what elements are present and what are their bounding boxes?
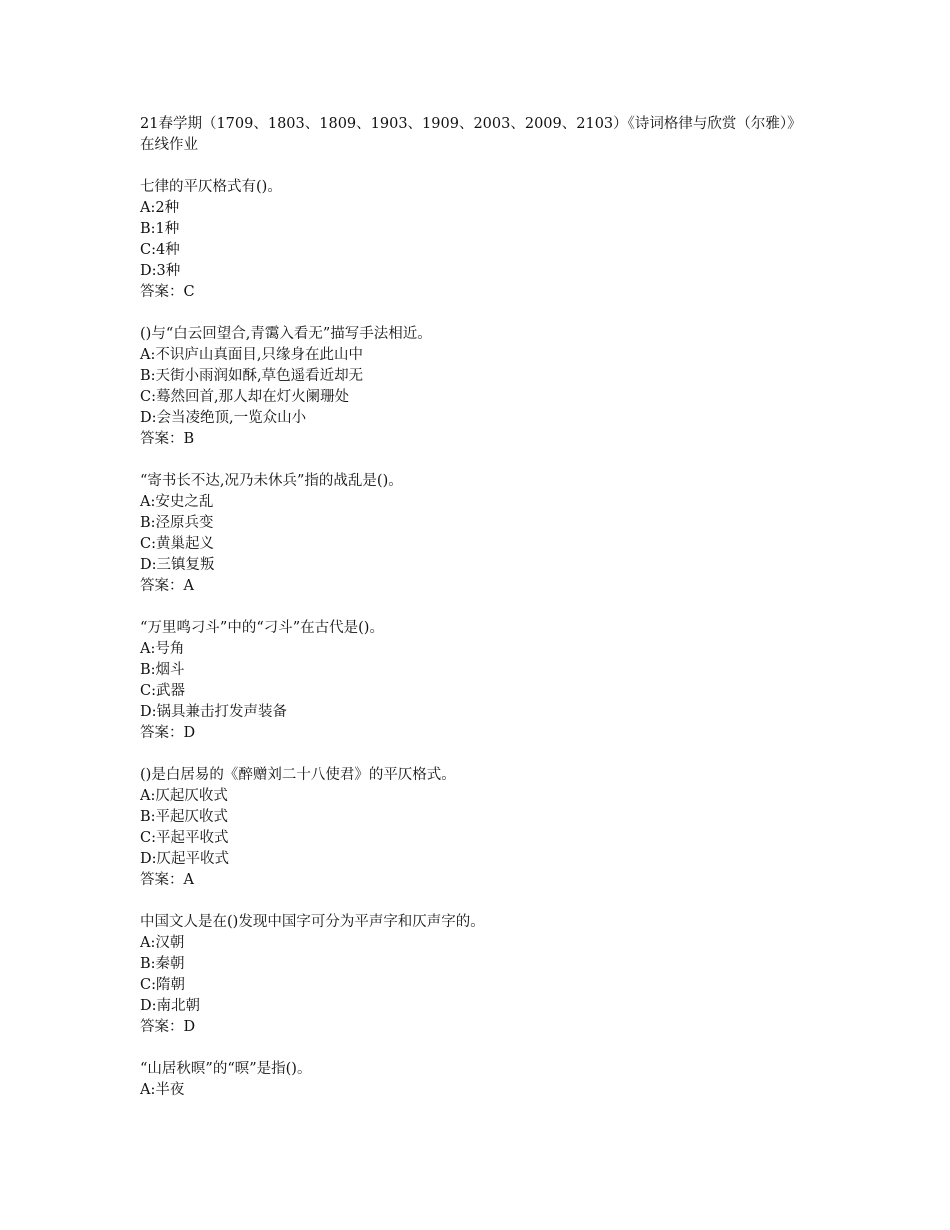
answer-key: 答案：B: [140, 431, 195, 447]
document-title-line-2: 在线作业: [140, 137, 198, 153]
document-header: [140, 114, 920, 156]
question-block: [140, 471, 920, 597]
answer-option: B:平起仄收式: [140, 809, 229, 825]
answer-option: A:2种: [140, 200, 180, 216]
answer-option: D:仄起平收式: [140, 851, 230, 867]
question-block: [140, 1059, 920, 1101]
answer-option: D:锅具兼击打发声装备: [140, 704, 288, 720]
question-list: [140, 177, 920, 1101]
document-page: [140, 114, 920, 1122]
answer-option: C:4种: [140, 242, 180, 258]
question-block: [140, 765, 920, 891]
answer-option: A:安史之乱: [140, 494, 214, 510]
question-stem: 七律的平仄格式有()。: [140, 179, 282, 195]
question-stem: ()与“白云回望合,青霭入看无”描写手法相近。: [140, 326, 432, 342]
question-block: [140, 912, 920, 1038]
answer-key: 答案：D: [140, 725, 196, 741]
answer-option: B:烟斗: [140, 662, 185, 678]
answer-option: D:三镇复叛: [140, 557, 215, 573]
answer-key: 答案：C: [140, 284, 195, 300]
answer-option: A:仄起仄收式: [140, 788, 228, 804]
question-stem: 中国文人是在()发现中国字可分为平声字和仄声字的。: [140, 914, 485, 930]
document-title-line-1: 21春学期（1709、1803、1809、1903、1909、2003、2009、2103）《诗词格律与欣赏（尔雅）》: [140, 116, 802, 132]
answer-option: A:汉朝: [140, 935, 185, 951]
question-stem: “山居秋暝”的“暝”是指()。: [140, 1061, 312, 1077]
question-block: [140, 177, 920, 303]
answer-option: A:不识庐山真面目,只缘身在此山中: [140, 347, 363, 363]
answer-option: C:武器: [140, 683, 185, 699]
answer-option: B:天街小雨润如酥,草色遥看近却无: [140, 368, 364, 384]
question-block: [140, 324, 920, 450]
answer-option: D:南北朝: [140, 998, 201, 1014]
answer-option: C:黄巢起义: [140, 536, 214, 552]
answer-option: D:3种: [140, 263, 181, 279]
answer-option: D:会当凌绝顶,一览众山小: [140, 410, 307, 426]
answer-key: 答案：A: [140, 872, 194, 888]
question-stem: “寄书长不达,况乃未休兵”指的战乱是()。: [140, 473, 403, 489]
question-stem: ()是白居易的《醉赠刘二十八使君》的平仄格式。: [140, 767, 456, 783]
answer-option: C:平起平收式: [140, 830, 229, 846]
answer-option: B:秦朝: [140, 956, 185, 972]
answer-option: A:半夜: [140, 1082, 185, 1098]
answer-option: B:1种: [140, 221, 180, 237]
answer-key: 答案：D: [140, 1019, 196, 1035]
answer-option: A:号角: [140, 641, 185, 657]
question-block: [140, 618, 920, 744]
answer-option: B:泾原兵变: [140, 515, 214, 531]
answer-option: C:隋朝: [140, 977, 185, 993]
question-stem: “万里鸣刁斗”中的“刁斗”在古代是()。: [140, 620, 384, 636]
answer-option: C:蓦然回首,那人却在灯火阑珊处: [140, 389, 350, 405]
answer-key: 答案：A: [140, 578, 194, 594]
